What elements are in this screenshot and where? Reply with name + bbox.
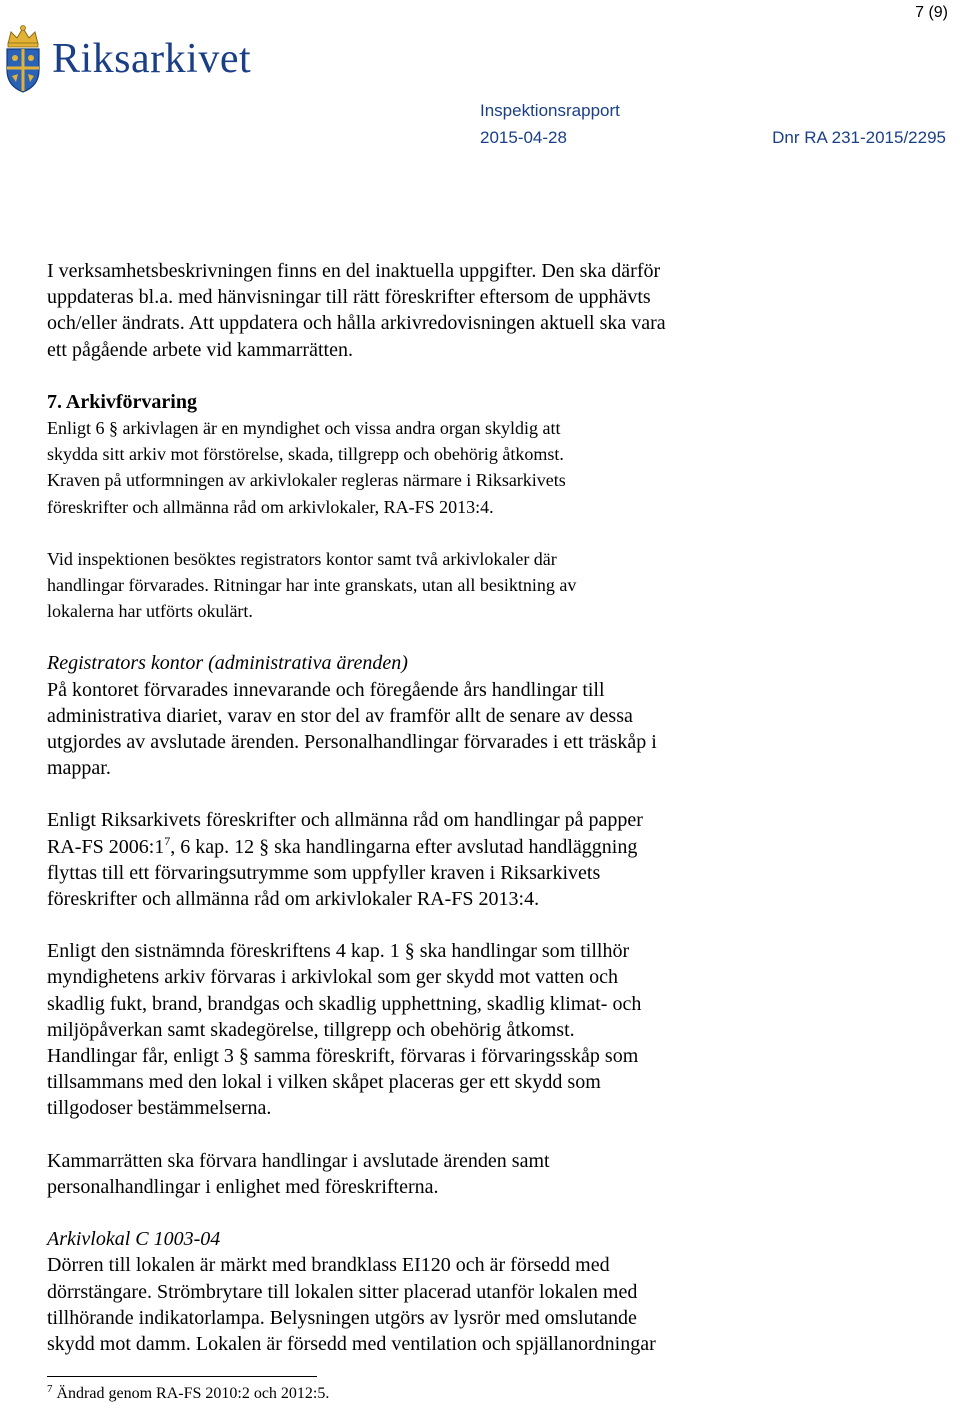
text-line: ett pågående arbete vid kammarrätten. <box>47 338 353 361</box>
footnote-text: Ändrad genom RA-FS 2010:2 och 2012:5. <box>52 1385 330 1402</box>
text-line: Enligt den sistnämnda föreskriftens 4 kap. 1 § ska handlingar som tillhör <box>47 940 630 963</box>
paragraph-foreskriftens-4-kap <box>47 938 767 1121</box>
paragraph-kontoret <box>47 677 767 782</box>
text-line: lokalerna har utförts okulärt. <box>47 601 253 622</box>
text-line: föreskrifter och allmänna råd om arkivlokaler RA-FS 2013:4. <box>47 888 540 911</box>
text-line: tillhörande indikatorlampa. Belysningen utgörs av lysrör med omslutande <box>47 1306 637 1329</box>
subheading-registrators-kontor: Registrators kontor (administrativa ärenden) <box>47 652 408 675</box>
paragraph-dorren <box>47 1252 767 1357</box>
text-line: mappar. <box>47 757 111 780</box>
paragraph-arkivlagen <box>47 415 767 520</box>
text-line: Kraven på utformningen av arkivlokaler regleras närmare i Riksarkivets <box>47 470 566 491</box>
text-line: handlingar förvarades. Ritningar har inte granskats, utan all besiktning av <box>47 575 577 596</box>
text-line: flyttas till ett förvaringsutrymme som uppfyller kraven i Riksarkivets <box>47 861 601 884</box>
text-line: uppdateras bl.a. med hänvisningar till rätt föreskrifter eftersom de upphävts <box>47 286 651 309</box>
text-line: Dörren till lokalen är märkt med brandklass EI120 och är försedd med <box>47 1254 610 1277</box>
document-dnr: Dnr RA 231-2015/2295 <box>772 128 946 147</box>
text-line: administrativa diariet, varav en stor del av framför allt de senare av dessa <box>47 704 633 727</box>
text-line: Kammarrätten ska förvara handlingar i avslutade ärenden samt <box>47 1149 550 1172</box>
footnote <box>47 1385 329 1403</box>
crowned-coat-of-arms-icon <box>2 24 44 94</box>
text-line: tillgodoser bestämmelserna. <box>47 1097 272 1120</box>
document-date: 2015-04-28 <box>480 128 567 147</box>
text-line: På kontoret förvarades innevarande och föregående års handlingar till <box>47 678 605 701</box>
paragraph-verksamhet <box>47 258 767 363</box>
text-line: utgjordes av avslutade ärenden. Personalhandlingar förvarades i ett träskåp i <box>47 731 657 754</box>
text-line: föreskrifter och allmänna råd om arkivlokaler, RA-FS 2013:4. <box>47 496 494 517</box>
footnote-number: 7 <box>47 1383 53 1395</box>
text-line: och/eller ändrats. Att uppdatera och hålla arkivredovisningen aktuell ska vara <box>47 312 666 335</box>
text-line: Vid inspektionen besöktes registrators kontor samt två arkivlokaler där <box>47 548 557 569</box>
text-line: Enligt Riksarkivets föreskrifter och allmänna råd om handlingar på papper <box>47 809 643 832</box>
text-line: tillsammans med den lokal i vilken skåpet placeras ger ett skydd som <box>47 1071 601 1094</box>
paragraph-inspektionen <box>47 546 767 625</box>
text-line-part: RA-FS 2006:1 <box>47 835 165 858</box>
text-line: myndighetens arkiv förvaras i arkivlokal som ger skydd mot vatten och <box>47 966 618 989</box>
text-line: skadlig fukt, brand, brandgas och skadlig upphettning, skadlig klimat- och <box>47 992 642 1015</box>
text-line: skydd mot damm. Lokalen är försedd med ventilation och spjällanordningar <box>47 1332 656 1355</box>
text-line: miljöpåverkan samt skadegörelse, tillgrepp och obehörig åtkomst. <box>47 1018 575 1041</box>
riksarkivet-logo <box>2 24 251 94</box>
text-line: skydda sitt arkiv mot förstörelse, skada, tillgrepp och obehörig åtkomst. <box>47 444 564 465</box>
text-line: personalhandlingar i enlighet med föreskrifterna. <box>47 1175 439 1198</box>
logo-text: Riksarkivet <box>52 36 252 82</box>
subheading-arkivlokal: Arkivlokal C 1003-04 <box>47 1228 221 1251</box>
document-type: Inspektionsrapport <box>480 101 620 120</box>
footnote-reference: 7 <box>164 833 171 848</box>
paragraph-kammarratten <box>47 1148 767 1200</box>
document-body <box>47 258 767 1357</box>
paragraph-ra-fs-2006 <box>47 807 767 912</box>
page-number: 7 (9) <box>915 4 948 21</box>
text-line: Enligt 6 § arkivlagen är en myndighet och vissa andra organ skyldig att <box>47 418 561 439</box>
footnote-divider <box>47 1376 317 1377</box>
text-line: dörrstängare. Strömbrytare till lokalen sitter placerad utanför lokalen med <box>47 1280 638 1303</box>
text-line-part: , 6 kap. 12 § ska handlingarna efter avslutad handläggning <box>170 835 638 858</box>
text-line: Handlingar får, enligt 3 § samma föreskrift, förvaras i förvaringsskåp som <box>47 1045 639 1068</box>
text-line: I verksamhetsbeskrivningen finns en del inaktuella uppgifter. Den ska därför <box>47 260 661 282</box>
section-heading-arkivforvaring: 7. Arkivförvaring <box>47 390 197 413</box>
